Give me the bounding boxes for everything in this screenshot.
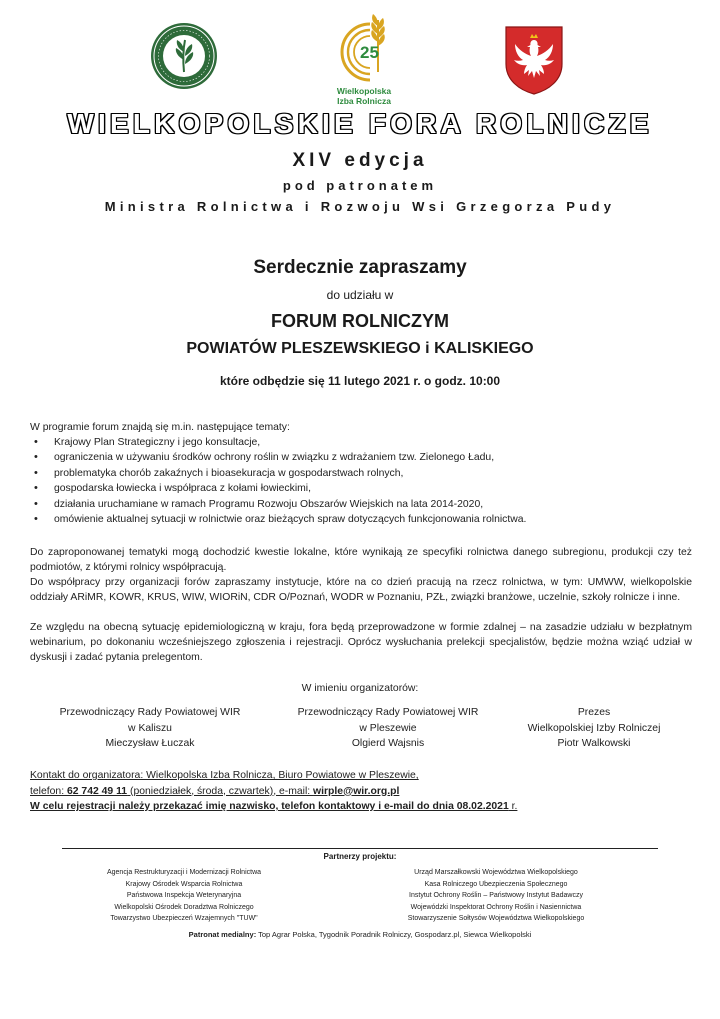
invitation-sub: do udziału w [326,288,394,302]
logo-bar [0,10,720,110]
paragraph-local-topics: Do zaproponowanej tematyki mogą dochodzić kwestie lokalne, które wynikają ze specyfiki rolnictwa danego subregionu, produkcji czy też podmiotów, z którymi rolnicy współpracują. [30,547,692,573]
registration-tail: r. [508,801,518,812]
partner-item: Wojewódzki Inspektorat Ochrony Roślin i Nasiennictwa [410,903,582,911]
list-item: • omówienie aktualnej sytuacji w rolnictwie oraz bieżących spraw dotyczących funkcjonowania rolnictwa. [30,512,692,527]
partner-item: Towarzystwo Ubezpieczeń Wzajemnych "TUW" [110,915,258,922]
signatory-role: Przewodniczący Rady Powiatowej WIR [297,707,479,718]
list-item: • działania uruchamiane w ramach Programu Rozwoju Obszarów Wiejskich na lata 2014-2020, [30,497,692,512]
event-date: które odbędzie się 11 lutego 2021 r. o godz. 10:00 [219,374,501,388]
signatory-name: Olgierd Wajsnis [351,738,425,749]
list-item: • gospodarska łowiecka i współpraca z kołami łowieckimi, [30,481,692,496]
contact-block [30,768,692,815]
signatory-pleszew [278,705,498,752]
partner-item: Wielkopolski Ośrodek Doradztwa Rolniczego [114,903,254,911]
signatory-place: w Pleszewie [359,722,417,734]
wir-seal-icon [150,22,218,90]
registration-text: W celu rejestracji należy przekazać imię nazwisko, telefon kontaktowy i e-mail do dnia 08.02.2021 [30,801,509,812]
signatory-role: Prezes [577,707,611,718]
partners-right-column [346,867,646,925]
contact-line: Kontakt do organizatora: Wielkopolska Izba Rolnicza, Biuro Powiatowe w Pleszewie, [30,770,419,781]
signatory-kalisz [40,705,260,752]
counties-title: POWIATÓW PLESZEWSKIEGO i KALISKIEGO [186,340,534,357]
edition-label: XIV edycja [292,150,428,171]
phone-number[interactable]: 62 742 49 11 [66,785,128,797]
list-item: • Krajowy Plan Strategiczny i jego konsultacje, [30,435,692,450]
partner-item: Kasa Rolniczego Ubezpieczenia Społecznego [424,880,568,888]
partner-item: Krajowy Ośrodek Wsparcia Rolnictwa [125,880,243,888]
minister-label: Ministra Rolnictwa i Rozwoju Wsi Grzegorza Pudy [104,199,616,214]
phone-note: (poniedziałek, środa, czwartek), e-mail: [127,785,314,797]
email-link[interactable]: wirple@wir.org.pl [313,785,400,797]
signatory-place: w Kaliszu [128,722,172,734]
partners-left-column [34,867,334,925]
organizers-label: W imieniu organizatorów: [301,683,419,694]
logo-caption-line-1: Wielkopolska [336,86,392,96]
invitation-heading: Serdecznie zapraszamy [253,257,467,278]
paragraph-cooperation: Do współpracy przy organizacji forów zapraszamy instytucje, które na co dzień pracują na rzecz rolnictwa, w tym: UMWW, wielkopolskie oddziały ARiMR, KOWR, KRUS, WIW, WIORiN, CDR O/Poznań, WODR w Poznaniu, PZŁ, związki branżowe, uczelnie, szkoły rolnicze i inne. [30,577,692,603]
wielkopolska-izba-rolnicza-25-icon [326,10,402,110]
logo-caption [316,86,412,106]
partner-item: Państwowa Inspekcja Weterynaryjna [126,892,242,899]
list-item: • ograniczenia w używaniu środków ochrony roślin w związku z wdrażaniem tzw. Zielonego Ładu, [30,450,692,465]
partner-item: Stowarzyszenie Sołtysów Województwa Wielkopolskiego [407,915,585,922]
signatory-name: Piotr Walkowski [557,738,631,749]
partners-title: Partnerzy projektu: [323,852,397,861]
patronage-label: pod patronatem [282,178,438,193]
logo-caption-line-2: Izba Rolnicza [337,96,391,106]
list-item: • problematyka chorób zakaźnych i bioasekuracja w gospodarstwach rolnych, [30,466,692,481]
forum-title: FORUM ROLNICZYM [271,311,449,331]
signatory-name: Mieczysław Łuczak [105,738,195,749]
contact-phone-line [30,784,692,800]
media-list: Top Agrar Polska, Tygodnik Poradnik Rolniczy, Gospodarz.pl, Siewca Wielkopolski [256,930,532,939]
registration-line [30,799,692,815]
partner-item: Instytut Ochrony Roślin – Państwowy Instytut Badawczy [409,892,583,899]
poster-title: WIELKOPOLSKIE FORA ROLNICZE [67,108,653,139]
partner-item: Agencja Restrukturyzacji i Modernizacji Rolnictwa [106,869,262,876]
media-label: Patronat medialny: [188,930,257,939]
program-intro: W programie forum znajdą się m.in. następujące tematy: [30,422,290,433]
phone-label: telefon: [30,785,67,797]
topics-list [30,435,692,527]
divider [62,848,658,849]
signatory-president [484,705,704,752]
wielkopolska-eagle-crest-icon [503,24,565,96]
signatory-role: Przewodniczący Rady Powiatowej WIR [59,707,241,718]
partner-item: Urząd Marszałkowski Województwa Wielkopolskiego [414,869,578,876]
media-patronage [0,930,720,939]
paragraph-online-format: Ze względu na obecną sytuację epidemiologiczną w kraju, fora będą przeprowadzone w formie zdalnej – na zasadzie udziału w bezpłatnym webinarium, po dokonaniu wcześniejszego zgłoszenia i rejestracji. Oprócz wysłuchania prelekcji specjalistów, będzie można wziąć udział w dyskusji i zadać pytania prelegentom. [30,622,692,663]
signatory-place: Wielkopolskiej Izby Rolniczej [527,722,661,734]
logo-anniversary-number: 25 [360,43,379,62]
